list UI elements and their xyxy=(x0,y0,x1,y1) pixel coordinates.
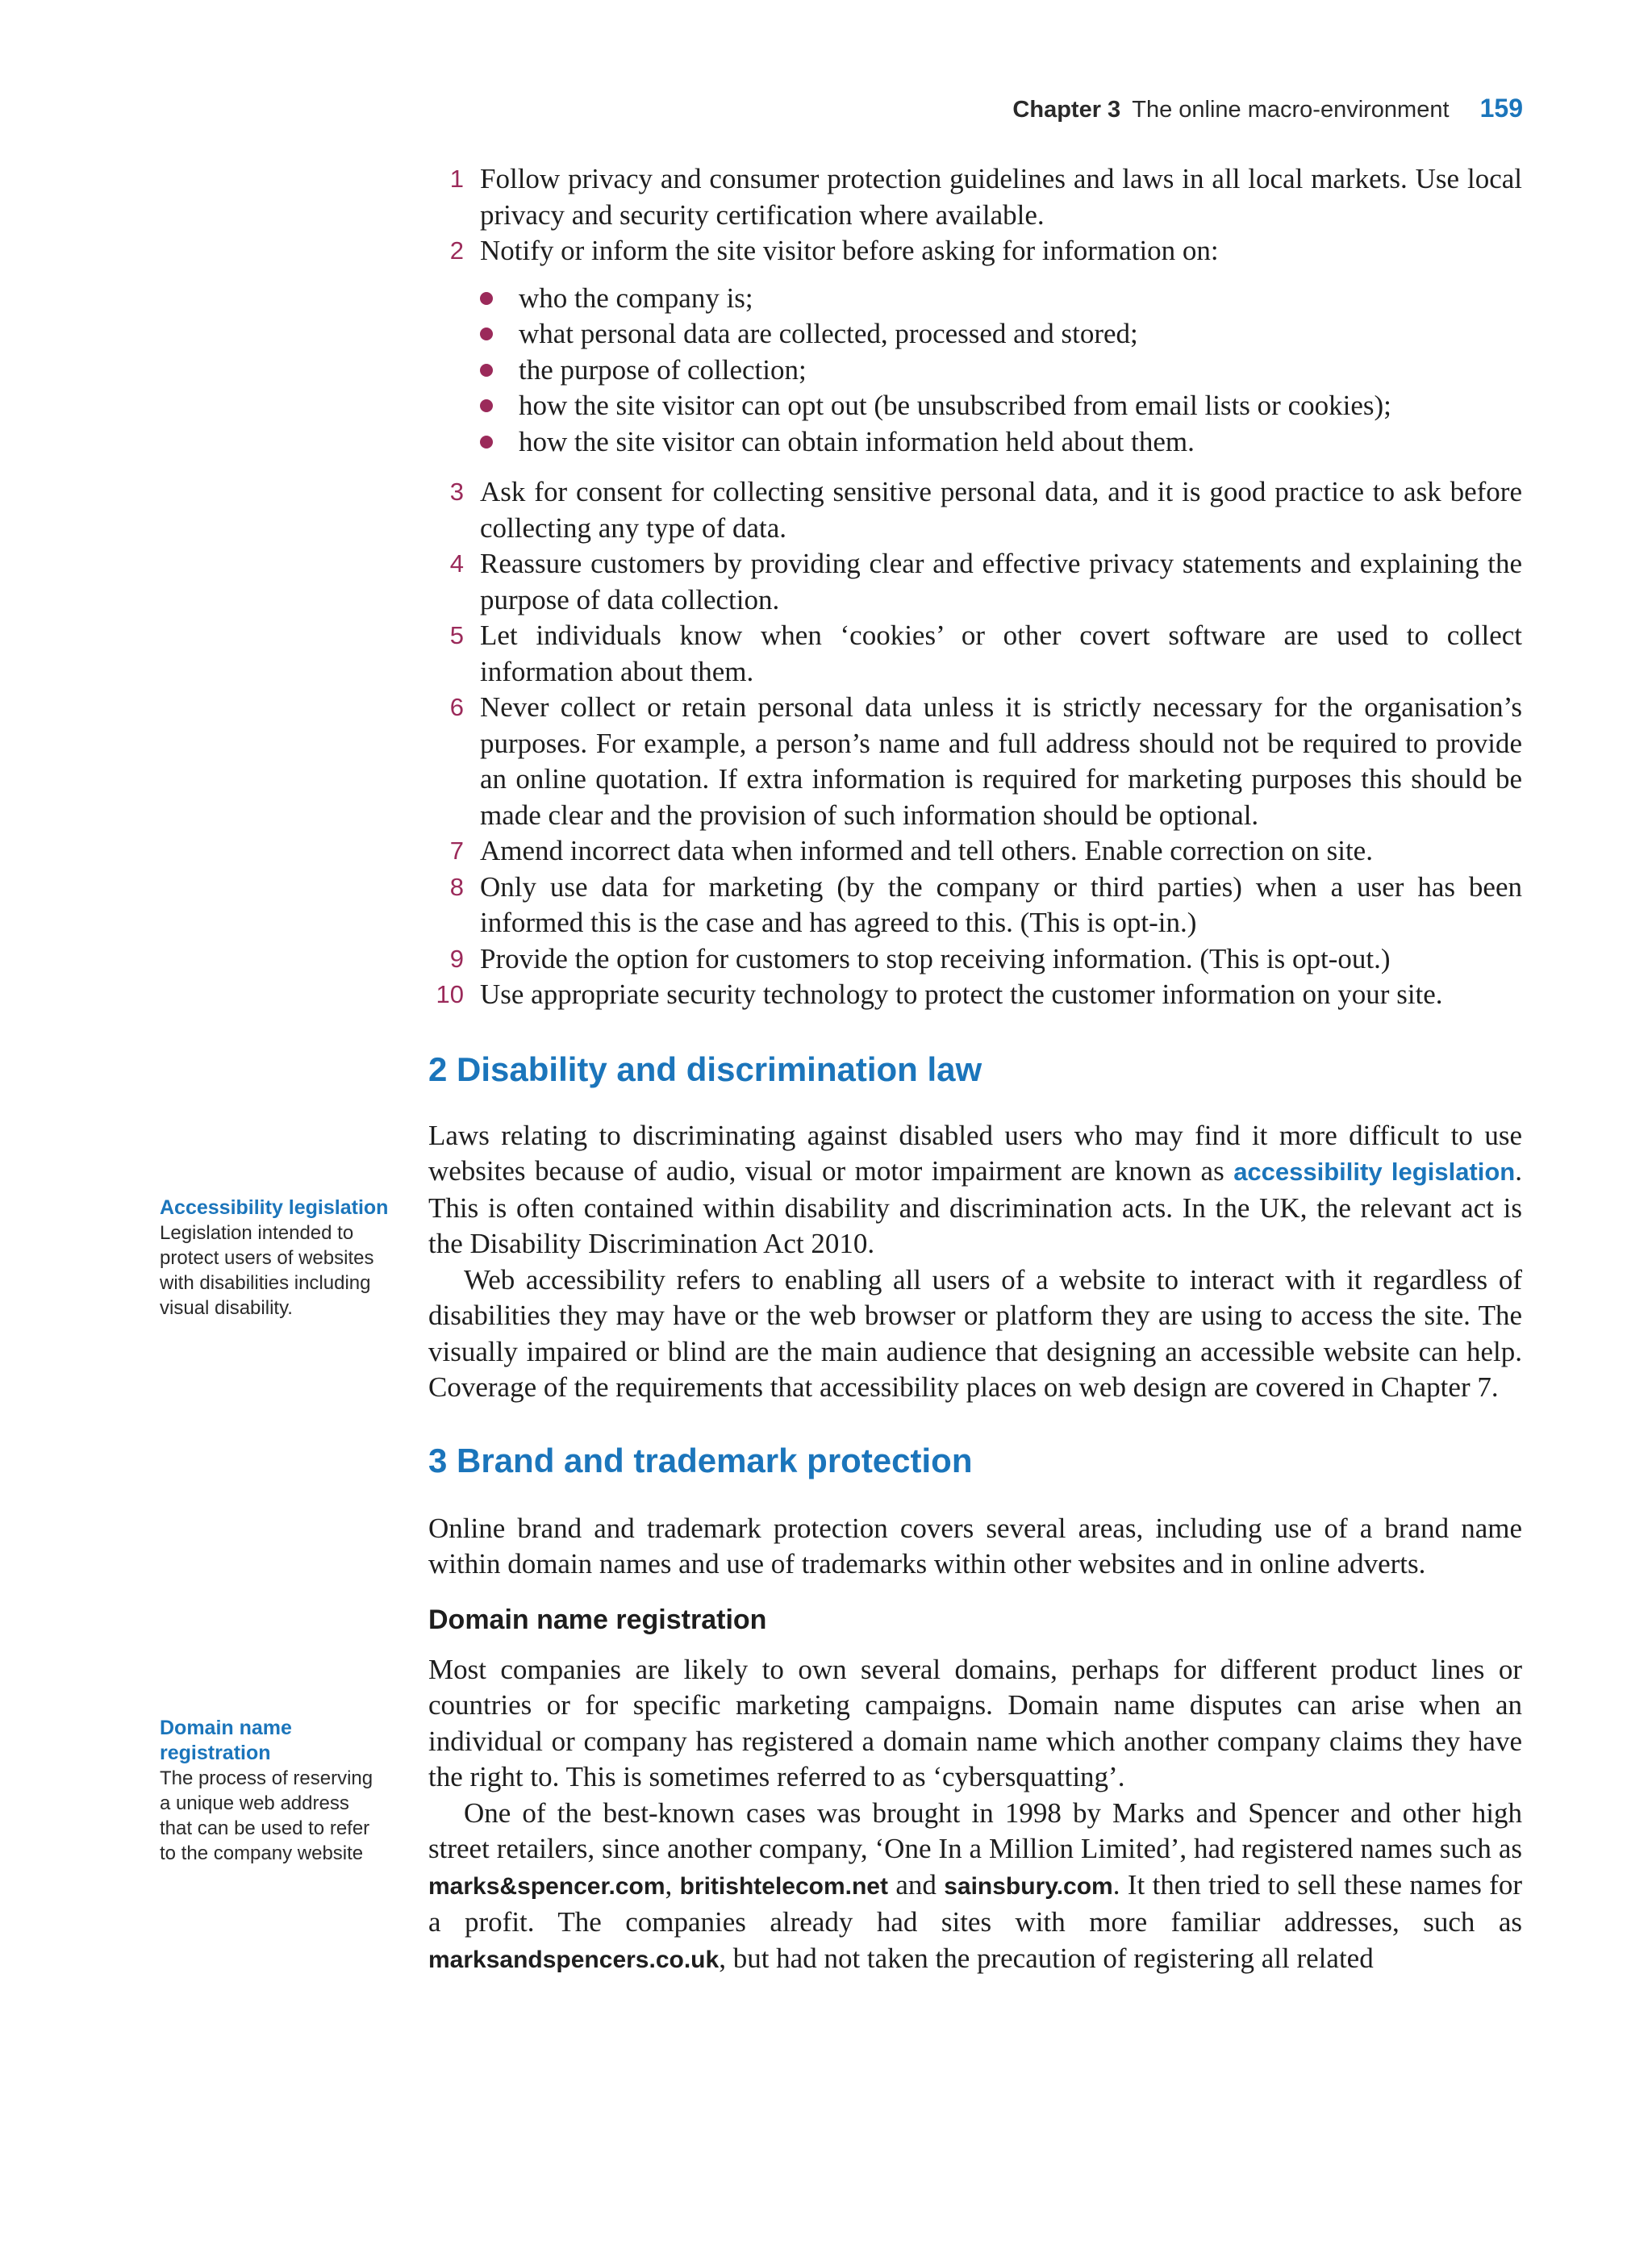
list-number: 9 xyxy=(449,944,464,973)
list-number: 7 xyxy=(449,837,464,865)
list-text: Only use data for marketing (by the company or third parties) when a user has been informed this is the case and has agreed to this. (This is opt-in.) xyxy=(480,870,1522,938)
list-number: 1 xyxy=(449,165,464,193)
domain-example: sainsbury.com xyxy=(944,1872,1113,1900)
list-number: 6 xyxy=(449,693,464,721)
disability-paragraph-2: Web accessibility refers to enabling all users of a website to interact with it regardless of disabilities they may have or the web browser or platform they are using to access the site. The visually impaired or blind are the main audience that designing an accessible website can help. Coverage of the requirements that accessibility places on web design are covered in Chapter 7. xyxy=(428,1263,1522,1403)
bullet-text: what personal data are collected, processed and stored; xyxy=(519,318,1138,349)
bullet-item xyxy=(428,353,1522,389)
list-item xyxy=(428,618,1522,690)
domain-example: marksandspencers.co.uk xyxy=(428,1946,720,1973)
margin-note-definition: The process of reserving a unique web address that can be used to refer to the company website xyxy=(160,1767,373,1864)
bullet-text: who the company is; xyxy=(519,282,753,314)
bullet-icon xyxy=(480,399,493,412)
list-text: Follow privacy and consumer protection guidelines and laws in all local markets. Use local privacy and security certification where available. xyxy=(480,163,1522,231)
domain-paragraph-1: Most companies are likely to own several domains, perhaps for different product lines or countries or for specific marketing campaigns. Domain name disputes can arise when an individual or company has registered a domain name which another company claims they have the right to. This is sometimes referred to as ‘cybersquatting’. xyxy=(428,1653,1522,1792)
list-text: Use appropriate security technology to protect the customer information on your site. xyxy=(480,979,1443,1010)
disability-paragraph-1 xyxy=(428,1118,1522,1262)
margin-note-accessibility xyxy=(160,1196,394,1321)
paragraph-text: . It then tried to sell these names for a profit. The companies already had sites with more familiar addresses, such as xyxy=(428,1868,1522,1938)
bullet-item xyxy=(428,424,1522,461)
subheading-domain-registration: Domain name registration xyxy=(428,1604,767,1635)
list-number: 3 xyxy=(449,478,464,506)
list-item xyxy=(428,977,1522,1013)
margin-note-domain xyxy=(160,1716,386,1866)
list-item xyxy=(428,833,1522,870)
guidelines-list xyxy=(428,161,1522,269)
paragraph-text: and xyxy=(887,1868,945,1901)
bullet-icon xyxy=(480,328,493,340)
page-number: 159 xyxy=(1479,94,1523,123)
list-text: Ask for consent for collecting sensitive personal data, and it is good practice to ask before collecting any type of data. xyxy=(480,476,1522,544)
list-text: Amend incorrect data when informed and tell others. Enable correction on site. xyxy=(480,835,1373,866)
list-item xyxy=(428,870,1522,941)
chapter-label: Chapter 3 xyxy=(1012,97,1121,123)
main-column xyxy=(428,161,1522,1978)
paragraph-text: , but had not taken the precaution of registering all related xyxy=(719,1942,1374,1974)
list-item xyxy=(428,941,1522,978)
bullet-text: how the site visitor can opt out (be unsubscribed from email lists or cookies); xyxy=(519,390,1391,421)
running-header xyxy=(1012,94,1523,123)
list-item xyxy=(428,546,1522,618)
margin-note-term: Accessibility legislation xyxy=(160,1196,389,1219)
list-number: 8 xyxy=(449,872,464,901)
list-text: Reassure customers by providing clear and effective privacy statements and explaining the purpose of data collection. xyxy=(480,548,1522,615)
chapter-title: The online macro-environment xyxy=(1132,97,1450,123)
section-heading-brand: 3 Brand and trademark protection xyxy=(428,1441,973,1479)
bullet-icon xyxy=(480,364,493,377)
domain-example: marks&spencer.com xyxy=(428,1872,665,1900)
keyword-accessibility-legislation: accessibility legislation xyxy=(1233,1158,1516,1186)
bullet-item xyxy=(428,281,1522,317)
paragraph-text: Laws relating to discriminating against disabled users who may find it more difficult to use websites because of audio, visual or motor impairment are known as xyxy=(428,1119,1522,1187)
notify-bullet-list xyxy=(428,281,1522,461)
bullet-item xyxy=(428,388,1522,424)
bullet-icon xyxy=(480,436,493,449)
list-number: 5 xyxy=(449,621,464,649)
paragraph-text: One of the best-known cases was brought in 1998 by Marks and Spencer and other high street retailers, since another company, ‘One In a Million Limited’, had registered names such as xyxy=(428,1796,1522,1864)
brand-paragraph-1: Online brand and trademark protection covers several areas, including use of a brand name within domain names and use of trademarks within other websites and in online adverts. xyxy=(428,1512,1522,1579)
margin-note-term: Domain name registration xyxy=(160,1717,292,1764)
domain-paragraph-2 xyxy=(428,1796,1522,1979)
list-text: Never collect or retain personal data unless it is strictly necessary for the organisation’s purposes. For example, a person’s name and full address should not be required to provide an online quotation. If extra information is required for marketing purposes this should be made clear and the provision of such information should be optional. xyxy=(480,691,1522,831)
guidelines-list-continued xyxy=(428,474,1522,1013)
bullet-text: how the site visitor can obtain information held about them. xyxy=(519,425,1195,457)
list-item xyxy=(428,161,1522,233)
bullet-item xyxy=(428,316,1522,353)
list-item xyxy=(428,690,1522,833)
list-item xyxy=(428,233,1522,269)
margin-note-definition: Legislation intended to protect users of websites with disabilities including visual disability. xyxy=(160,1222,374,1319)
section-heading-disability: 2 Disability and discrimination law xyxy=(428,1049,982,1088)
domain-example: britishtelecom.net xyxy=(679,1872,888,1900)
bullet-icon xyxy=(480,292,493,305)
paragraph-text: , xyxy=(665,1868,680,1901)
list-number: 2 xyxy=(449,236,464,265)
list-number: 10 xyxy=(436,980,464,1008)
bullet-text: the purpose of collection; xyxy=(519,353,807,386)
list-text: Provide the option for customers to stop receiving information. (This is opt-out.) xyxy=(480,942,1391,974)
list-item xyxy=(428,474,1522,546)
list-text: Let individuals know when ‘cookies’ or other covert software are used to collect information about them. xyxy=(480,620,1522,687)
list-text: Notify or inform the site visitor before asking for information on: xyxy=(480,235,1219,266)
paragraph-text: . This is often contained within disability and discrimination acts. In the UK, the relevant act is the Disability Discrimination Act 2010. xyxy=(428,1155,1522,1259)
list-number: 4 xyxy=(449,549,464,578)
